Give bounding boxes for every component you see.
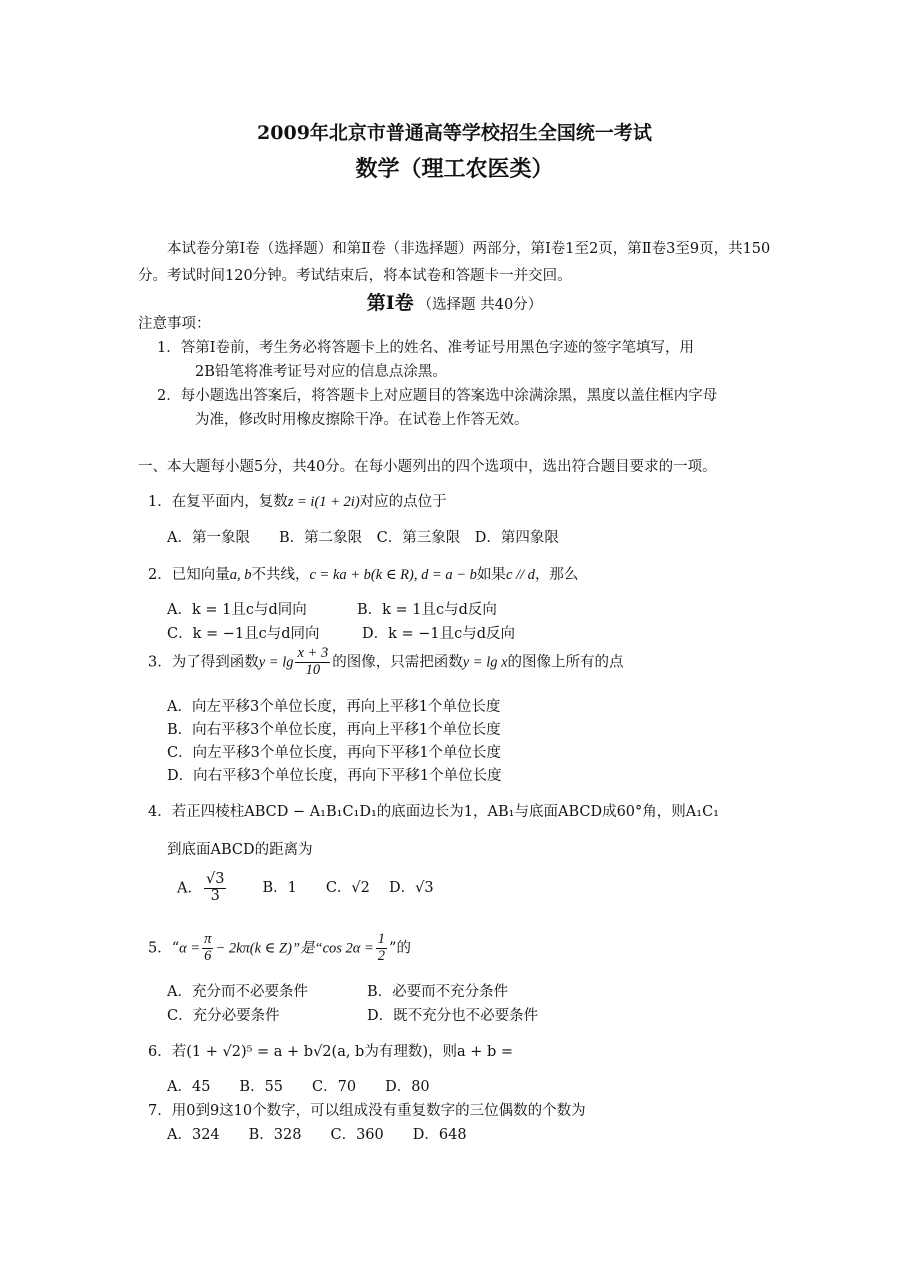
q3-suffix: 的图像上所有的点: [507, 654, 624, 671]
q4-line-2: 到底面ABCD的距离为: [167, 842, 313, 858]
q3-option-a: A．向左平移3个单位长度，再向上平移1个单位长度: [167, 699, 501, 715]
question-1: [148, 490, 447, 511]
q1-suffix: 对应的点位于: [359, 494, 447, 510]
q2-option-c: C．k = −1且c与d同向: [167, 626, 320, 642]
q5-suffix: ”的: [389, 940, 411, 957]
q5-option-c: C．充分必要条件: [167, 1008, 280, 1024]
q3-fraction: [295, 646, 330, 679]
q2-prefix: 2．已知向量: [148, 567, 230, 583]
question-3: [148, 646, 624, 679]
q3-option-d: D．向右平移3个单位长度，再向下平移1个单位长度: [167, 768, 502, 784]
q4-options: [177, 872, 434, 905]
part1-heading: [0, 288, 909, 315]
q5-pi-numerator: π: [204, 931, 212, 947]
q2-option-a: A．k = 1且c与d同向: [167, 602, 307, 618]
q1-options: A．第一象限 B．第二象限 C．第三象限 D．第四象限: [167, 530, 559, 546]
q1-prefix: 1．在复平面内，复数: [148, 494, 288, 510]
notice-item-1: 1．答第Ⅰ卷前，考生务必将答题卡上的姓名、准考证号用黑色字迹的签字笔填写，用: [157, 340, 694, 356]
q5-pi-denominator: 6: [204, 947, 212, 964]
q3-mid: 的图像，只需把函数: [332, 654, 463, 671]
q5-alpha: α =: [179, 940, 201, 957]
q3-frac-numerator: x + 3: [297, 645, 329, 661]
q2-expression: c = ka + b(k ∈ R), d = a − b: [309, 567, 477, 583]
q2-option-b: B．k = 1且c与d反向: [357, 602, 497, 618]
q4-option-a-label: A．: [177, 880, 202, 897]
exam-title: 2009年北京市普通高等学校招生全国统一考试: [257, 122, 652, 144]
question-6: 6．若(1 + √2)⁵ = a + b√2(a, b为有理数)，则a + b =: [148, 1044, 514, 1060]
notice-item-2: 2．每小题选出答案后，将答题卡上对应题目的答案选中涂满涂黑，黑度以盖住框内字母: [157, 388, 718, 404]
q3-prefix: 3．为了得到函数: [148, 654, 259, 671]
q5-half-numerator: 1: [377, 931, 386, 947]
q3-frac-denominator: 10: [305, 661, 321, 678]
q4-option-a-denominator: 3: [210, 887, 220, 904]
q3-function: y = lg: [258, 654, 294, 671]
q2-condition: c // d: [505, 567, 535, 583]
q2-suffix: ，那么: [534, 567, 579, 583]
q1-expression: z = i(1 + 2i): [287, 494, 360, 510]
exam-subtitle: 数学（理工农医类）: [355, 156, 554, 182]
q4-options-rest: B．1 C．√2 D．√3: [262, 880, 434, 897]
q3-function-2: y = lg x: [462, 654, 508, 671]
q4-option-a-numerator: √3: [205, 871, 225, 887]
q5-prefix: 5．“: [148, 940, 180, 957]
part1-label: 第Ⅰ卷: [366, 292, 414, 314]
q5-half-denominator: 2: [377, 947, 386, 964]
q6-options: A．45 B．55 C．70 D．80: [167, 1079, 430, 1095]
q5-option-a: A．充分而不必要条件: [167, 984, 308, 1000]
notice-heading: 注意事项：: [138, 316, 211, 332]
notice-item-2-cont: 为准，修改时用橡皮擦除干净。在试卷上作答无效。: [195, 412, 529, 428]
intro-paragraph: 本试卷分第Ⅰ卷（选择题）和第Ⅱ卷（非选择题）两部分，第Ⅰ卷1至2页，第Ⅱ卷3至9页，共150分。考试时间120分钟。考试结束后，将本试卷和答题卡一并交回。: [138, 241, 771, 284]
question-4: 4．若正四棱柱ABCD − A₁B₁C₁D₁的底面边长为1，AB₁与底面ABCD成60°角，则A₁C₁: [148, 804, 719, 820]
section1-heading: 一、本大题每小题5分，共40分。在每小题列出的四个选项中，选出符合题目要求的一项。: [138, 459, 717, 475]
q2-vectors: a, b: [229, 567, 252, 583]
question-5: [148, 932, 411, 965]
q2-option-d: D．k = −1且c与d反向: [362, 626, 516, 642]
q5-option-d: D．既不充分也不必要条件: [367, 1008, 539, 1024]
question-7: 7．用0到9这10个数字，可以组成没有重复数字的三位偶数的个数为: [148, 1103, 586, 1119]
q5-option-b: B．必要而不充分条件: [367, 984, 509, 1000]
q4-option-a-fraction: [204, 872, 226, 905]
part1-note: （选择题 共40分）: [417, 297, 543, 313]
notice-item-1-cont: 2B铅笔将准考证号对应的信息点涂黑。: [195, 364, 447, 380]
q7-options: A．324 B．328 C．360 D．648: [167, 1127, 467, 1143]
q5-mid: − 2kπ(k ∈ Z)”是“cos 2α =: [215, 940, 374, 957]
q5-half-fraction: [376, 932, 387, 965]
q2-if: 如果: [476, 567, 506, 583]
q3-option-c: C．向左平移3个单位长度，再向下平移1个单位长度: [167, 745, 502, 761]
q2-mid: 不共线，: [251, 567, 310, 583]
question-2: [148, 563, 578, 584]
q3-option-b: B．向右平移3个单位长度，再向上平移1个单位长度: [167, 722, 501, 738]
q5-pi-fraction: [202, 932, 213, 965]
